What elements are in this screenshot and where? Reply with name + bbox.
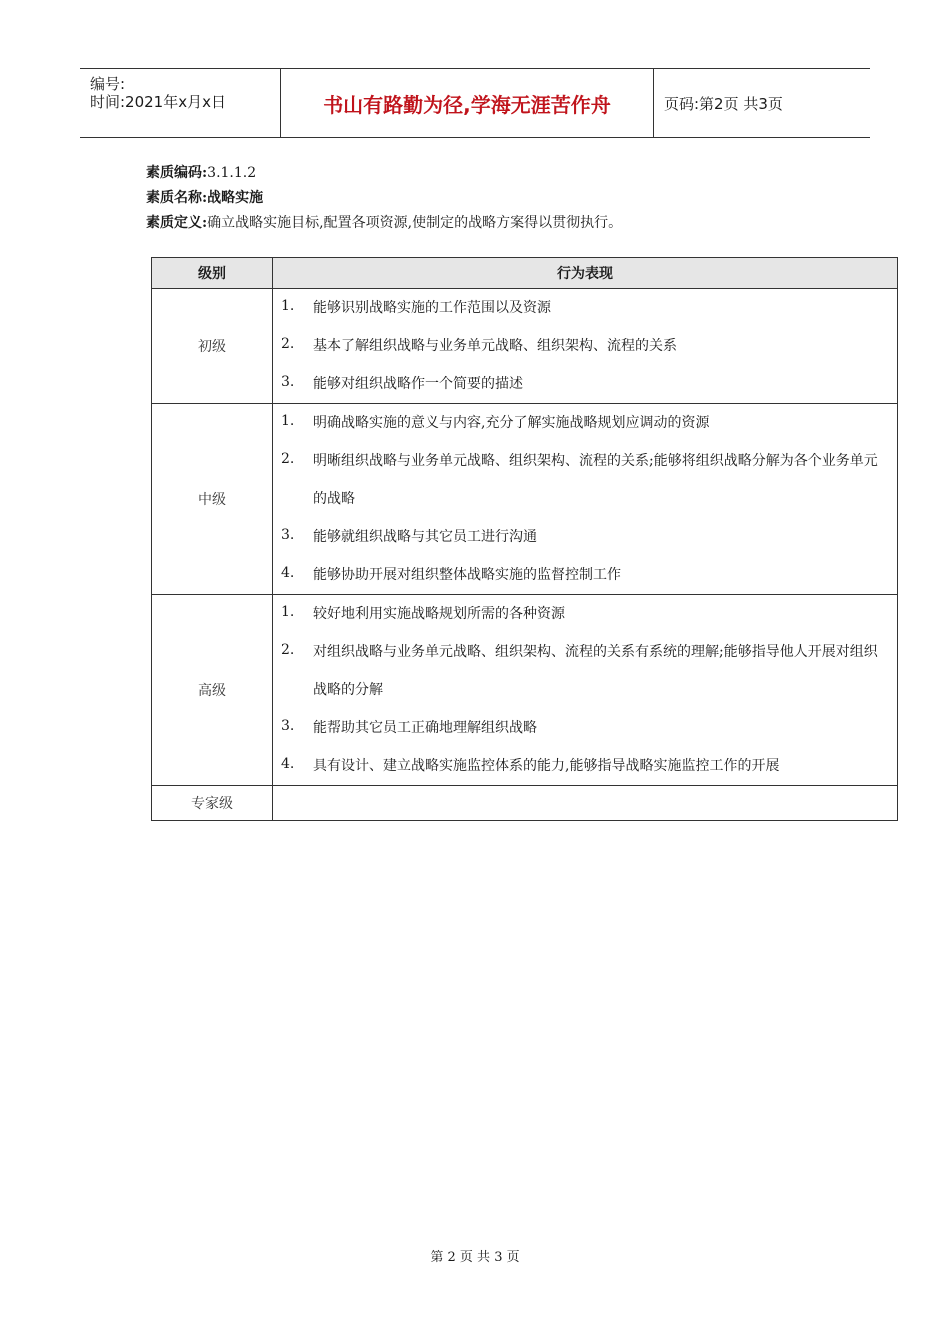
behavior-cell — [273, 595, 898, 786]
page-info-text: 页码:第2页 共3页 — [664, 94, 783, 113]
item-text: 对组织战略与业务单元战略、组织架构、流程的关系有系统的理解;能够指导他人开展对组织战略的分解 — [313, 644, 878, 698]
behavior-cell — [273, 289, 898, 404]
header-page-info — [654, 69, 870, 137]
behavior-item — [273, 633, 897, 709]
item-number: 1. — [281, 413, 295, 429]
item-number: 2. — [281, 451, 295, 467]
item-number: 1. — [281, 298, 295, 314]
meta-def-key: 素质定义: — [146, 215, 208, 231]
level-cell: 初级 — [152, 289, 273, 404]
behavior-item — [273, 327, 897, 365]
item-text: 具有设计、建立战略实施监控体系的能力,能够指导战略实施监控工作的开展 — [313, 758, 780, 774]
table-row — [152, 786, 898, 821]
item-number: 3. — [281, 718, 295, 734]
item-text: 明确战略实施的意义与内容,充分了解实施战略规划应调动的资源 — [313, 415, 710, 431]
level-cell: 专家级 — [152, 786, 273, 821]
behavior-item — [273, 289, 897, 327]
item-number: 3. — [281, 374, 295, 390]
meta-code-line — [146, 162, 256, 182]
item-number: 1. — [281, 604, 295, 620]
behavior-item — [273, 404, 897, 442]
meta-def-value: 确立战略实施目标,配置各项资源,使制定的战略方案得以贯彻执行。 — [207, 215, 623, 231]
table-row — [152, 595, 898, 786]
behavior-item — [273, 709, 897, 747]
table-row — [152, 289, 898, 404]
table-body — [152, 289, 898, 821]
meta-name-value: 战略实施 — [207, 190, 264, 206]
level-cell: 高级 — [152, 595, 273, 786]
behavior-cell — [273, 786, 898, 821]
meta-code-key: 素质编码: — [146, 165, 208, 181]
item-text: 较好地利用实施战略规划所需的各种资源 — [313, 606, 565, 622]
item-text: 能够识别战略实施的工作范围以及资源 — [313, 300, 551, 316]
item-text: 明晰组织战略与业务单元战略、组织架构、流程的关系;能够将组织战略分解为各个业务单元的战略 — [313, 453, 878, 507]
header-slogan: 书山有路勤为径,学海无涯苦作舟 — [281, 69, 654, 137]
meta-name-key: 素质名称: — [146, 190, 208, 206]
behavior-cell — [273, 404, 898, 595]
behavior-item — [273, 556, 897, 594]
header-behavior: 行为表现 — [273, 258, 898, 289]
header-level: 级别 — [152, 258, 273, 289]
item-number: 3. — [281, 527, 295, 543]
item-text: 能帮助其它员工正确地理解组织战略 — [313, 720, 537, 736]
item-text: 基本了解组织战略与业务单元战略、组织架构、流程的关系 — [313, 338, 677, 354]
item-number: 4. — [281, 756, 295, 772]
time-label: 时间:2021年x月x日 — [90, 93, 226, 111]
meta-name-line — [146, 187, 263, 207]
header-left-cell — [80, 69, 281, 137]
item-number: 2. — [281, 336, 295, 352]
item-text: 能够协助开展对组织整体战略实施的监督控制工作 — [313, 567, 621, 583]
item-text: 能够对组织战略作一个简要的描述 — [313, 376, 523, 392]
item-number: 2. — [281, 642, 295, 658]
page-footer: 第 2 页 共 3 页 — [430, 1250, 520, 1265]
table-header-row — [152, 258, 898, 289]
behavior-item — [273, 595, 897, 633]
code-label: 编号: — [90, 75, 126, 93]
item-number: 4. — [281, 565, 295, 581]
page-header — [80, 68, 870, 138]
meta-def-line — [146, 212, 622, 232]
behavior-item — [273, 747, 897, 785]
behavior-item — [273, 518, 897, 556]
behavior-item — [273, 365, 897, 403]
level-cell: 中级 — [152, 404, 273, 595]
table-row — [152, 404, 898, 595]
item-text: 能够就组织战略与其它员工进行沟通 — [313, 529, 537, 545]
meta-code-value: 3.1.1.2 — [207, 165, 257, 181]
competency-table — [151, 257, 898, 821]
behavior-item — [273, 442, 897, 518]
